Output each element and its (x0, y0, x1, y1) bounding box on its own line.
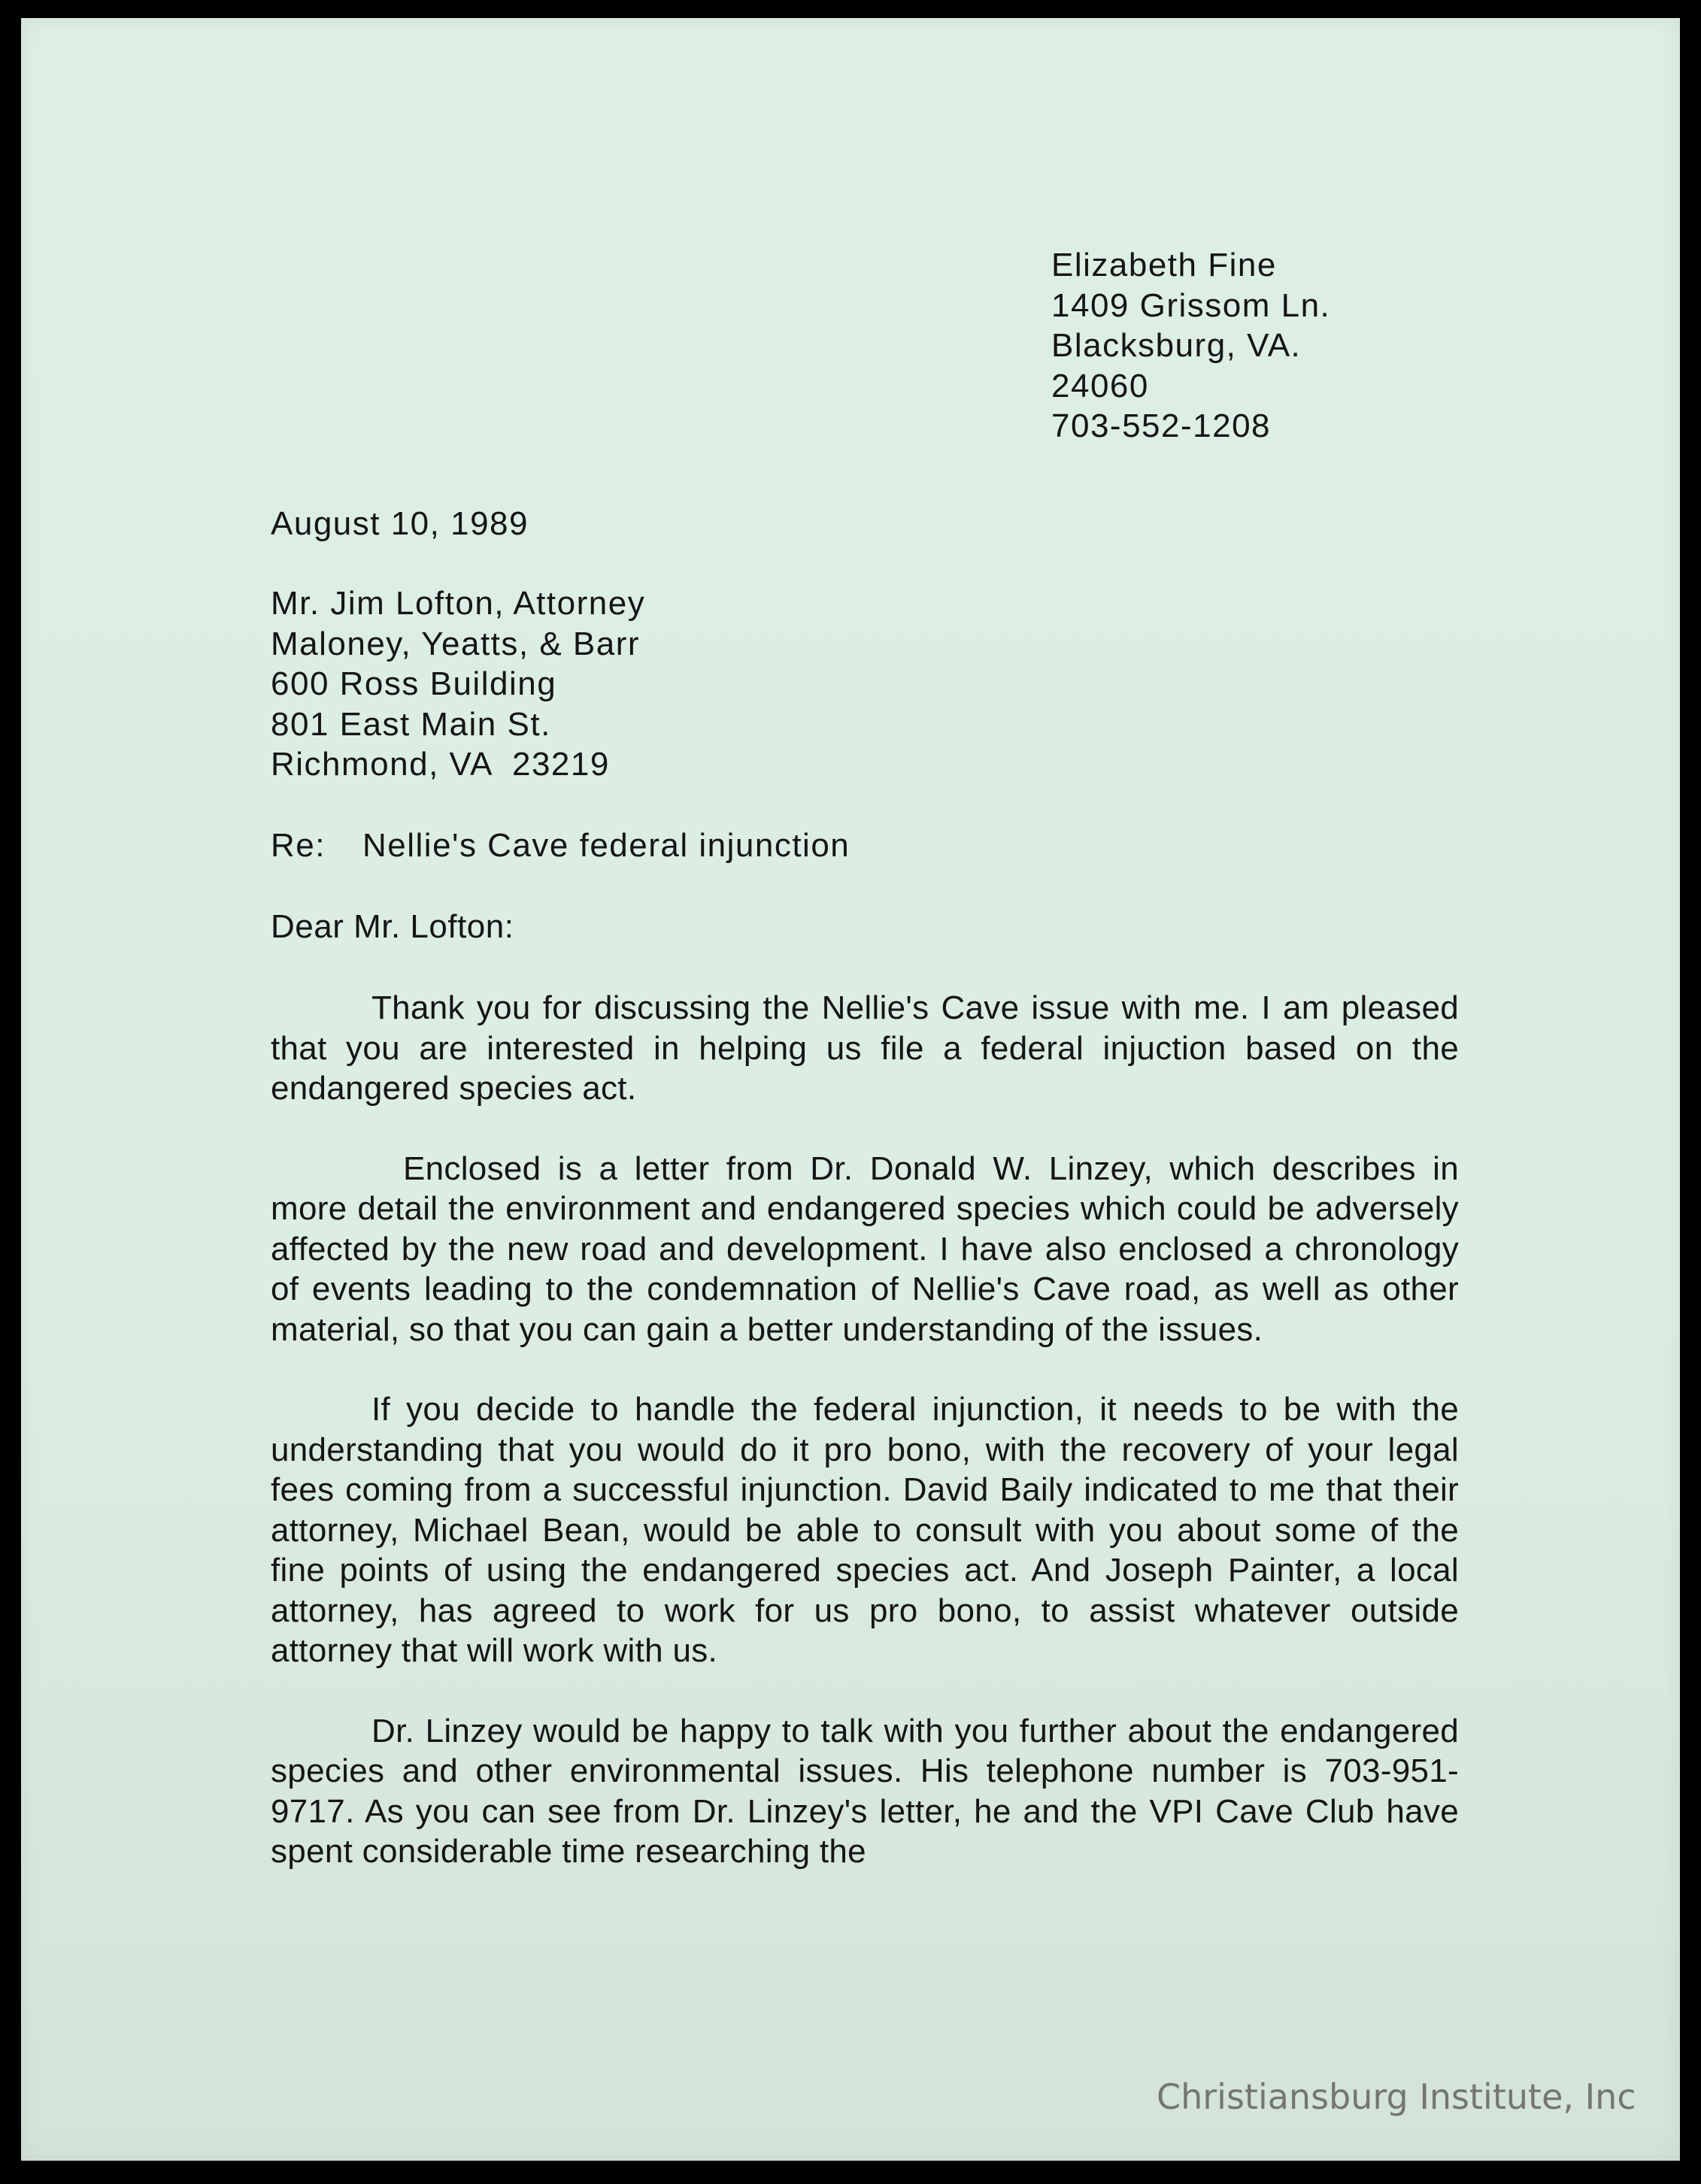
sender-street: 1409 Grissom Ln. (1051, 286, 1331, 324)
body-paragraph-4: Dr. Linzey would be happy to talk with you further about the endangered species and other environmental issues. His telephone number is 703-951-9717. As you can see from Dr. Linzey's letter, he and the VPI Cave Club have spent considerable time researching the (271, 1712, 1459, 1870)
archive-watermark: Christiansburg Institute, Inc (1157, 2076, 1636, 2117)
recipient-line-2: Maloney, Yeatts, & Barr (271, 625, 641, 662)
body-paragraph-1: Thank you for discussing the Nellie's Cave issue with me. I am pleased that you are interested in helping us file a federal injuction based on the endangered species act. (271, 989, 1459, 1107)
letter-body (271, 988, 1459, 1912)
body-paragraph-2: Enclosed is a letter from Dr. Donald W. Linzey, which describes in more detail the environment and endangered species which could be adversely affected by the new road and development. I have also enclosed a chronology of events leading to the condemnation of Nellie's Cave road, as well as other material, so that you can gain a better understanding of the issues. (271, 1150, 1459, 1348)
sender-phone: 703-552-1208 (1051, 407, 1272, 444)
letter-date: August 10, 1989 (271, 505, 529, 542)
recipient-line-3: 600 Ross Building (271, 665, 557, 702)
recipient-line-4: 801 East Main St. (271, 705, 551, 743)
sender-address-block (1051, 245, 1330, 447)
letter-page (21, 18, 1680, 2161)
subject-text: Nellie's Cave federal injunction (362, 827, 850, 864)
sender-zip: 24060 (1051, 367, 1149, 404)
body-paragraph-3: If you decide to handle the federal injunction, it needs to be with the understanding that you would do it pro bono, with the recovery of your legal fees coming from a successful injunction. David Baily indicated to me that their attorney, Michael Bean, would be able to consult with you about some of the fine points of using the endangered species act. And Joseph Painter, a local attorney, has agreed to work for us pro bono, to assist whatever outside attorney that will work with us. (271, 1391, 1459, 1669)
salutation: Dear Mr. Lofton: (271, 908, 514, 945)
subject-line (271, 825, 850, 866)
sender-city: Blacksburg, VA. (1051, 327, 1302, 364)
recipient-line-1: Mr. Jim Lofton, Attorney (271, 585, 646, 622)
recipient-address-block (271, 583, 645, 785)
subject-label: Re: (271, 827, 326, 864)
recipient-line-5: Richmond, VA 23219 (271, 746, 610, 783)
sender-name: Elizabeth Fine (1051, 247, 1277, 283)
